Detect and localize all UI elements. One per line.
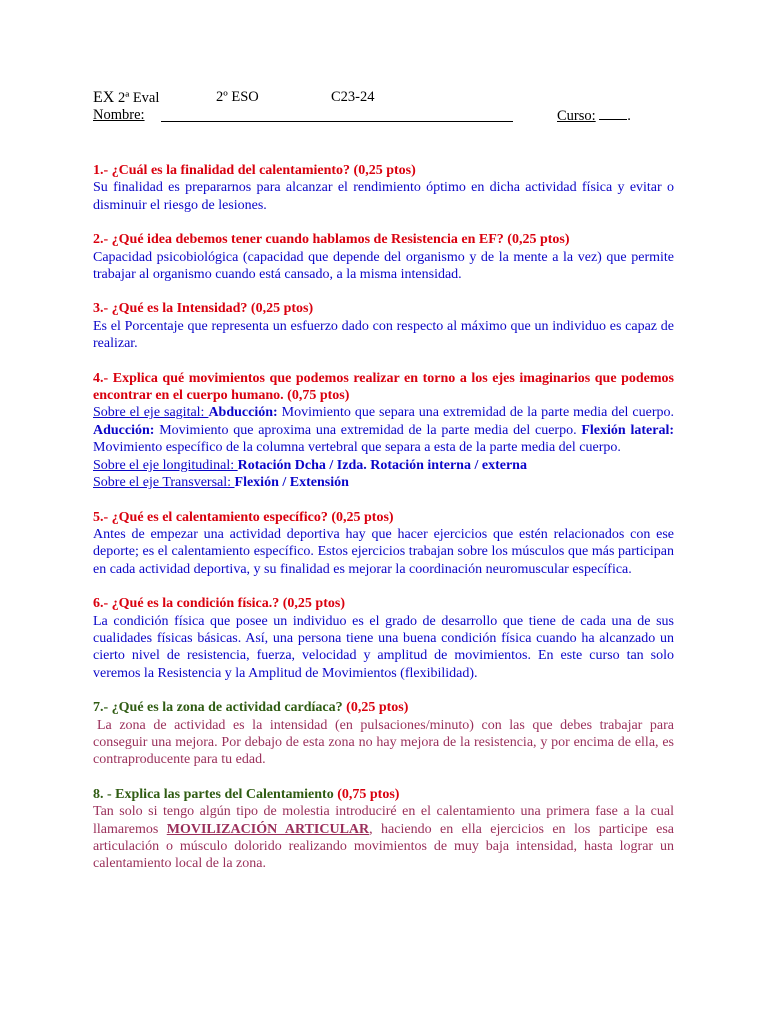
question-6: 6.- ¿Qué es la condición física.? (0,25 ptos) (93, 596, 345, 612)
eje-sagital-label: Sobre el eje sagital: (93, 405, 209, 421)
answer-4-transversal (93, 474, 674, 491)
answer-3: Es el Porcentaje que representa un esfuerzo dado con respecto al máximo que un individuo es capaz de realizar. (93, 318, 674, 352)
question-8 (93, 786, 674, 803)
exam-content (93, 162, 674, 873)
exam-level: 2º ESO (216, 89, 259, 105)
aduccion-text: Movimiento que aproxima una extremidad de la parte media del cuerpo. (154, 422, 582, 438)
answer-4-sagital (93, 404, 674, 456)
eje-transversal-label: Sobre el eje Transversal: (93, 475, 235, 491)
question-4: 4.- Explica qué movimientos que podemos realizar en torno a los ejes imaginarios que podemos encontrar en el cuerpo humano. (0,75 ptos) (93, 370, 674, 404)
question-1: 1.- ¿Cuál es la finalidad del calentamiento? (0,25 ptos) (93, 163, 416, 178)
curso-field-group (557, 107, 631, 125)
question-3: 3.- ¿Qué es la Intensidad? (0,25 ptos) (93, 301, 314, 317)
answer-6: La condición física que posee un individuo es el grado de desarrollo que tiene de cada una de sus cualidades físicas básicas. Así, una persona tiene una buena condición física cuando ha alcanzado un cierto nivel de resistencia, fuerza, velocidad y amplitud de movimientos. En este curso tan solo veremos la Resistencia y la Amplitud de Movimientos (flexibilidad). (93, 613, 674, 681)
question-2: 2.- ¿Qué idea debemos tener cuando hablamos de Resistencia en EF? (0,25 ptos) (93, 232, 570, 248)
question-7 (93, 699, 674, 716)
answer-4-longitudinal (93, 457, 674, 474)
term-aduccion: Aducción: (93, 422, 155, 438)
curso-dot: . (627, 108, 631, 124)
longitudinal-text: Rotación Dcha / Izda. Rotación interna / externa (237, 457, 527, 473)
answer-7: La zona de actividad es la intensidad (en pulsaciones/minuto) con las que debes trabajar para conseguir una mejora. Por debajo de esta zona no hay mejora de la resistencia, y por encima de ella, es contraproducente para tu edad. (93, 717, 674, 768)
question-7-points: (0,25 ptos) (342, 700, 409, 716)
nombre-label: Nombre: (93, 107, 145, 123)
curso-field[interactable] (599, 107, 627, 120)
question-8-main: 8. - Explica las partes del Calentamiento (93, 786, 338, 802)
flexion-lateral-text: Movimiento específico de la columna vertebral que separa a esta de la parte media del cuerpo. (93, 440, 621, 456)
nombre-field[interactable] (161, 121, 513, 122)
answer-8-pre: Tan solo si tengo algún tipo de molestia introduciré en el calentamiento una primera fase a la cual llamaremos (93, 804, 674, 837)
answer-2: Capacidad psicobiológica (capacidad que depende del organismo y de la mente a la vez) que permite trabajar al organismo cuando está cansado, a la misma intensidad. (93, 249, 674, 283)
term-movilizacion-articular: MOVILIZACIÓN ARTICULAR (166, 821, 370, 837)
answer-1: Su finalidad es prepararnos para alcanzar el rendimiento óptimo en dicha actividad física y evitar o disminuir el riesgo de lesiones. (93, 180, 674, 213)
exam-eval: 2ª Eval (117, 90, 160, 106)
answer-5: Antes de empezar una actividad deportiva hay que hacer ejercicios que estén relacionados con ese deporte; es el calentamiento específico. Estos ejercicios trabajan sobre los músculos que más participan en cada actividad deportiva, y su finalidad es mejorar la coordinación neuromuscular específica. (93, 526, 674, 577)
answer-8-post: , haciendo en ella ejercicios en los participe esa articulación o músculo dolorido realizando movimientos de muy baja intensidad, hasta lograr un calentamiento local de la zona. (93, 821, 674, 872)
term-abduccion: Abducción: (208, 405, 278, 421)
transversal-text: Flexión / Extensión (234, 475, 349, 491)
question-7-main: 7.- ¿Qué es la zona de actividad cardíaca? (93, 700, 343, 716)
abduccion-text: Movimiento que separa una extremidad de la parte media del cuerpo. (277, 405, 674, 421)
eje-longitudinal-label: Sobre el eje longitudinal: (93, 457, 238, 473)
term-flexion-lateral: Flexión lateral: (581, 422, 674, 438)
question-8-points: (0,75 ptos) (337, 786, 400, 802)
exam-code: C23-24 (331, 89, 375, 105)
answer-8 (93, 803, 674, 873)
exam-ex: EX (93, 89, 115, 106)
curso-label: Curso: (557, 108, 596, 124)
exam-label (93, 89, 159, 107)
question-5: 5.- ¿Qué es el calentamiento específico? (0,25 ptos) (93, 509, 394, 525)
